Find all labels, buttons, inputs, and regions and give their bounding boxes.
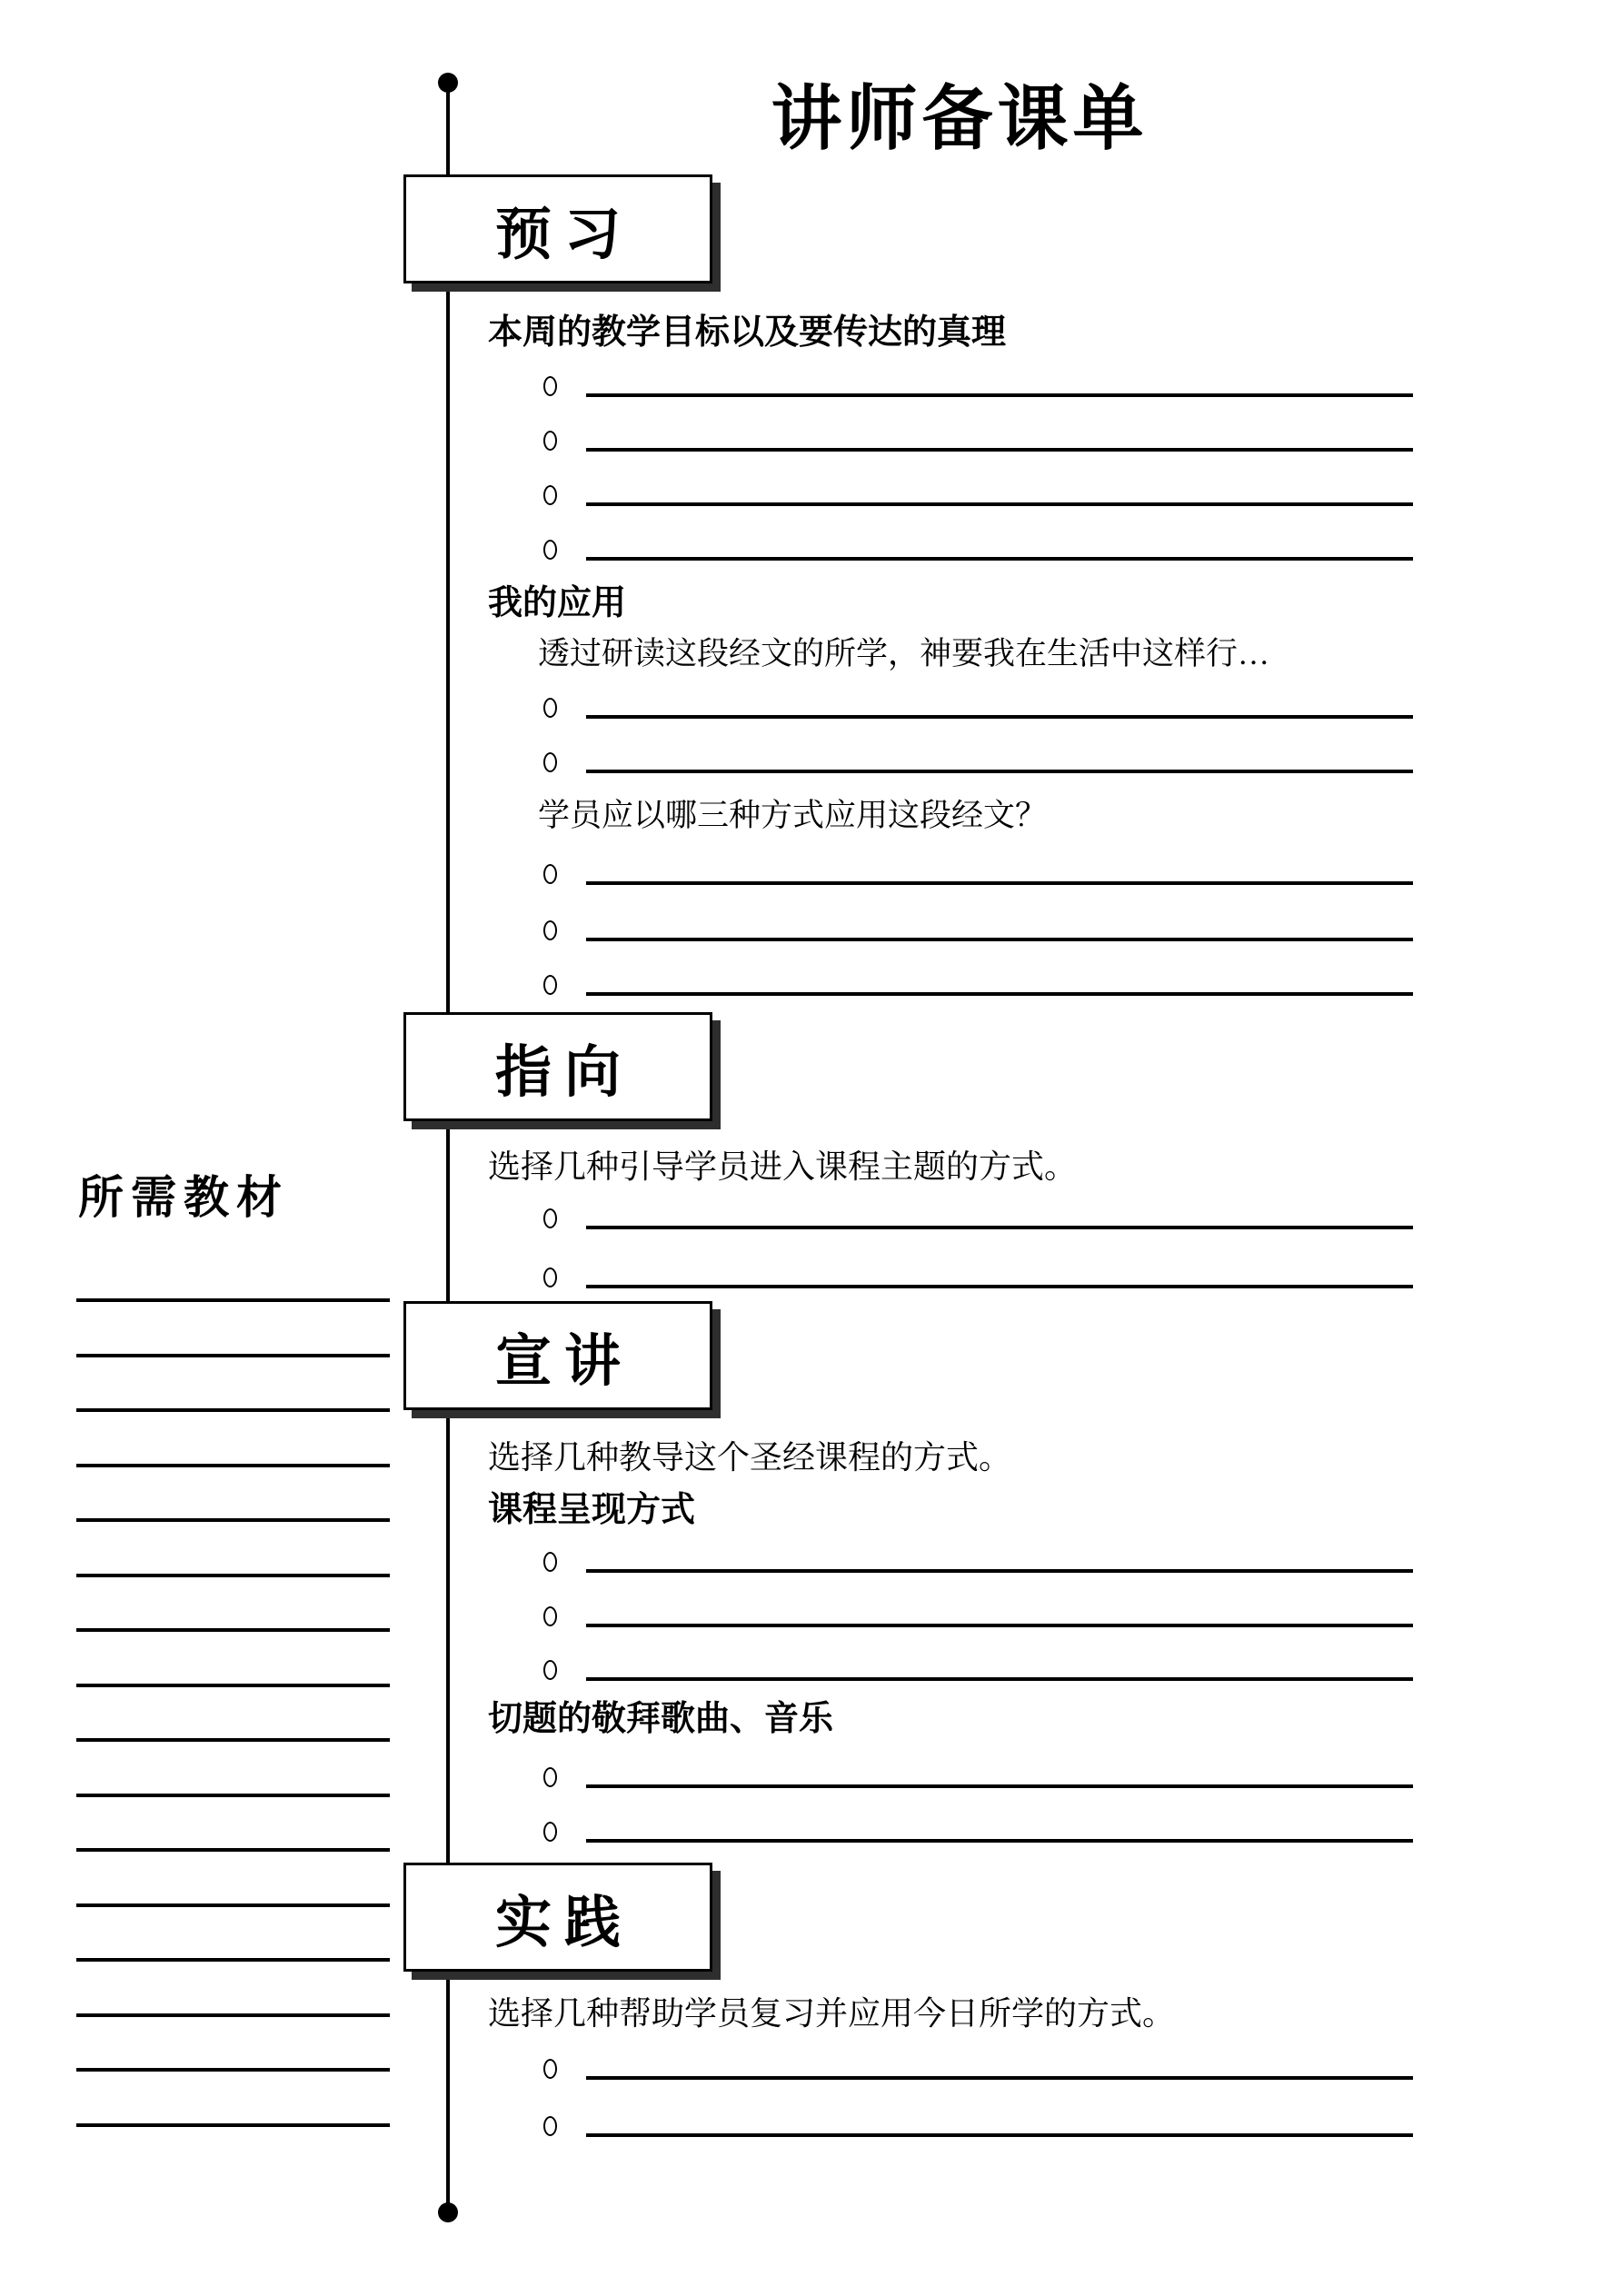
section-description: 选择几种帮助学员复习并应用今日所学的方式。 — [488, 1995, 1176, 2032]
bullet-row — [543, 861, 1413, 885]
section-description: 选择几种教导这个圣经课程的方式。 — [488, 1439, 1012, 1476]
blank-line — [586, 770, 1413, 773]
bullet-circle-icon — [543, 1552, 557, 1572]
bullet-circle-icon — [543, 2116, 557, 2136]
blank-line — [586, 715, 1413, 719]
materials-blank-line — [76, 2123, 390, 2127]
materials-blank-line — [76, 1628, 390, 1632]
materials-blank-line — [76, 1848, 390, 1852]
section-box-proclaim — [403, 1301, 712, 1410]
bullet-row — [543, 482, 1413, 506]
materials-blank-line — [76, 1684, 390, 1687]
bullet-circle-icon — [543, 485, 557, 505]
section-label: 实践 — [494, 1892, 633, 1954]
materials-blank-line — [76, 1518, 390, 1522]
blank-line — [586, 1285, 1413, 1288]
section-label: 宣讲 — [494, 1330, 633, 1393]
bullet-row — [543, 1819, 1413, 1843]
bullet-row — [543, 2113, 1413, 2137]
bullet-circle-icon — [543, 1822, 557, 1842]
blank-line — [586, 1226, 1413, 1229]
blank-line — [586, 448, 1413, 452]
section-box-preview — [403, 174, 712, 283]
section-label: 预习 — [494, 204, 633, 266]
bullet-row — [543, 1764, 1413, 1788]
blank-line — [586, 2076, 1413, 2080]
bullet-row — [543, 1206, 1413, 1229]
blank-line — [586, 938, 1413, 941]
bullet-circle-icon — [543, 1767, 557, 1787]
section-label: 指向 — [494, 1041, 633, 1104]
materials-blank-line — [76, 2013, 390, 2017]
section-description: 选择几种引导学员进入课程主题的方式。 — [488, 1148, 1078, 1185]
materials-blank-line — [76, 1794, 390, 1797]
blank-line — [586, 1784, 1413, 1788]
bullet-circle-icon — [543, 920, 557, 940]
bullet-row — [543, 695, 1413, 719]
blank-line — [586, 557, 1413, 561]
materials-blank-line — [76, 2068, 390, 2072]
bullet-circle-icon — [543, 975, 557, 995]
section-heading: 本周的教学目标以及要传达的真理 — [488, 313, 1007, 352]
bullet-circle-icon — [543, 1660, 557, 1680]
bullet-circle-icon — [543, 698, 557, 718]
materials-blank-line — [76, 1354, 390, 1357]
bullet-row — [543, 1604, 1413, 1627]
blank-line — [586, 1677, 1413, 1681]
section-heading: 课程呈现方式 — [488, 1491, 696, 1529]
bullet-row — [543, 428, 1413, 452]
bullet-row — [543, 373, 1413, 397]
blank-line — [586, 1839, 1413, 1843]
bullet-row — [543, 2056, 1413, 2080]
bullet-row — [543, 750, 1413, 773]
bullet-row — [543, 1265, 1413, 1288]
blank-line — [586, 2133, 1413, 2137]
materials-blank-line — [76, 1738, 390, 1742]
blank-line — [586, 1569, 1413, 1573]
bullet-circle-icon — [543, 540, 557, 560]
section-heading: 我的应用 — [488, 584, 627, 622]
section-note: 透过研读这段经文的所学，神要我在生活中这样行… — [538, 636, 1270, 671]
blank-line — [586, 393, 1413, 397]
bullet-circle-icon — [543, 2059, 557, 2079]
materials-blank-line — [76, 1958, 390, 1962]
blank-line — [586, 992, 1413, 996]
materials-blank-line — [76, 1574, 390, 1577]
bullet-circle-icon — [543, 864, 557, 884]
bullet-row — [543, 537, 1413, 561]
materials-blank-line — [76, 1464, 390, 1467]
materials-blank-line — [76, 1903, 390, 1907]
bullet-circle-icon — [543, 1267, 557, 1287]
section-box-practice — [403, 1863, 712, 1972]
blank-line — [586, 881, 1413, 885]
blank-line — [586, 502, 1413, 506]
bullet-row — [543, 972, 1413, 996]
bullet-circle-icon — [543, 431, 557, 451]
section-heading: 切题的敬拜歌曲、音乐 — [488, 1700, 834, 1738]
bullet-row — [543, 918, 1413, 941]
bullet-circle-icon — [543, 376, 557, 396]
bullet-circle-icon — [543, 1606, 557, 1626]
bullet-row — [543, 1657, 1413, 1681]
bullet-circle-icon — [543, 1208, 557, 1228]
materials-title: 所需教材 — [78, 1172, 289, 1223]
section-box-point — [403, 1012, 712, 1121]
materials-blank-line — [76, 1408, 390, 1412]
timeline-end-dot — [438, 2202, 458, 2222]
section-note: 学员应以哪三种方式应用这段经文？ — [538, 798, 1048, 833]
page-title: 讲师备课单 — [771, 79, 1149, 158]
bullet-row — [543, 1549, 1413, 1573]
blank-line — [586, 1624, 1413, 1627]
bullet-circle-icon — [543, 752, 557, 772]
materials-blank-line — [76, 1298, 390, 1302]
